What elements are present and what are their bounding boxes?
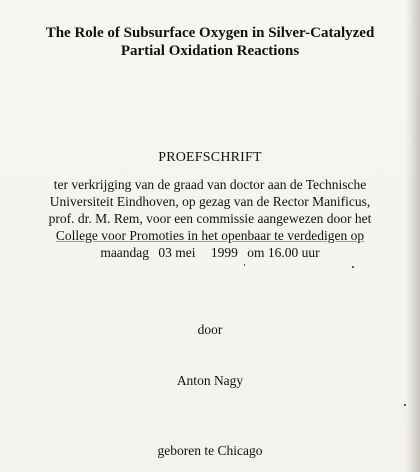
birthplace: geboren te Chicago (157, 443, 263, 458)
print-speck (244, 264, 245, 266)
statement-line-3: prof. dr. M. Rem, voor een commissie aangewezen door het (48, 211, 372, 226)
print-speck (352, 266, 354, 268)
statement-line-4: College voor Promoties in het openbaar te verdedigen op (55, 228, 365, 243)
thesis-title-line-1: The Role of Subsurface Oxygen in Silver-Catalyzed (45, 25, 375, 41)
defense-date-line (10, 244, 410, 261)
thesis-title-line-2: Partial Oxidation Reactions (120, 43, 300, 59)
defense-statement (10, 176, 410, 261)
statement-line-1: ter verkrijging van de graad van doctor aan de Technische (53, 177, 367, 192)
date-day: 03 mei (158, 245, 196, 260)
date-prefix: maandag (100, 245, 150, 260)
print-speck (404, 404, 406, 406)
date-year: 1999 (210, 245, 238, 260)
author-name: Anton Nagy (176, 373, 244, 388)
proefschrift-heading: PROEFSCHRIFT (158, 150, 262, 165)
door-label: door (197, 322, 223, 337)
date-suffix: om 16.00 uur (247, 245, 320, 260)
statement-line-2: Universiteit Eindhoven, op gezag van de Rector Manificus, (49, 194, 371, 209)
thesis-title (10, 24, 410, 60)
